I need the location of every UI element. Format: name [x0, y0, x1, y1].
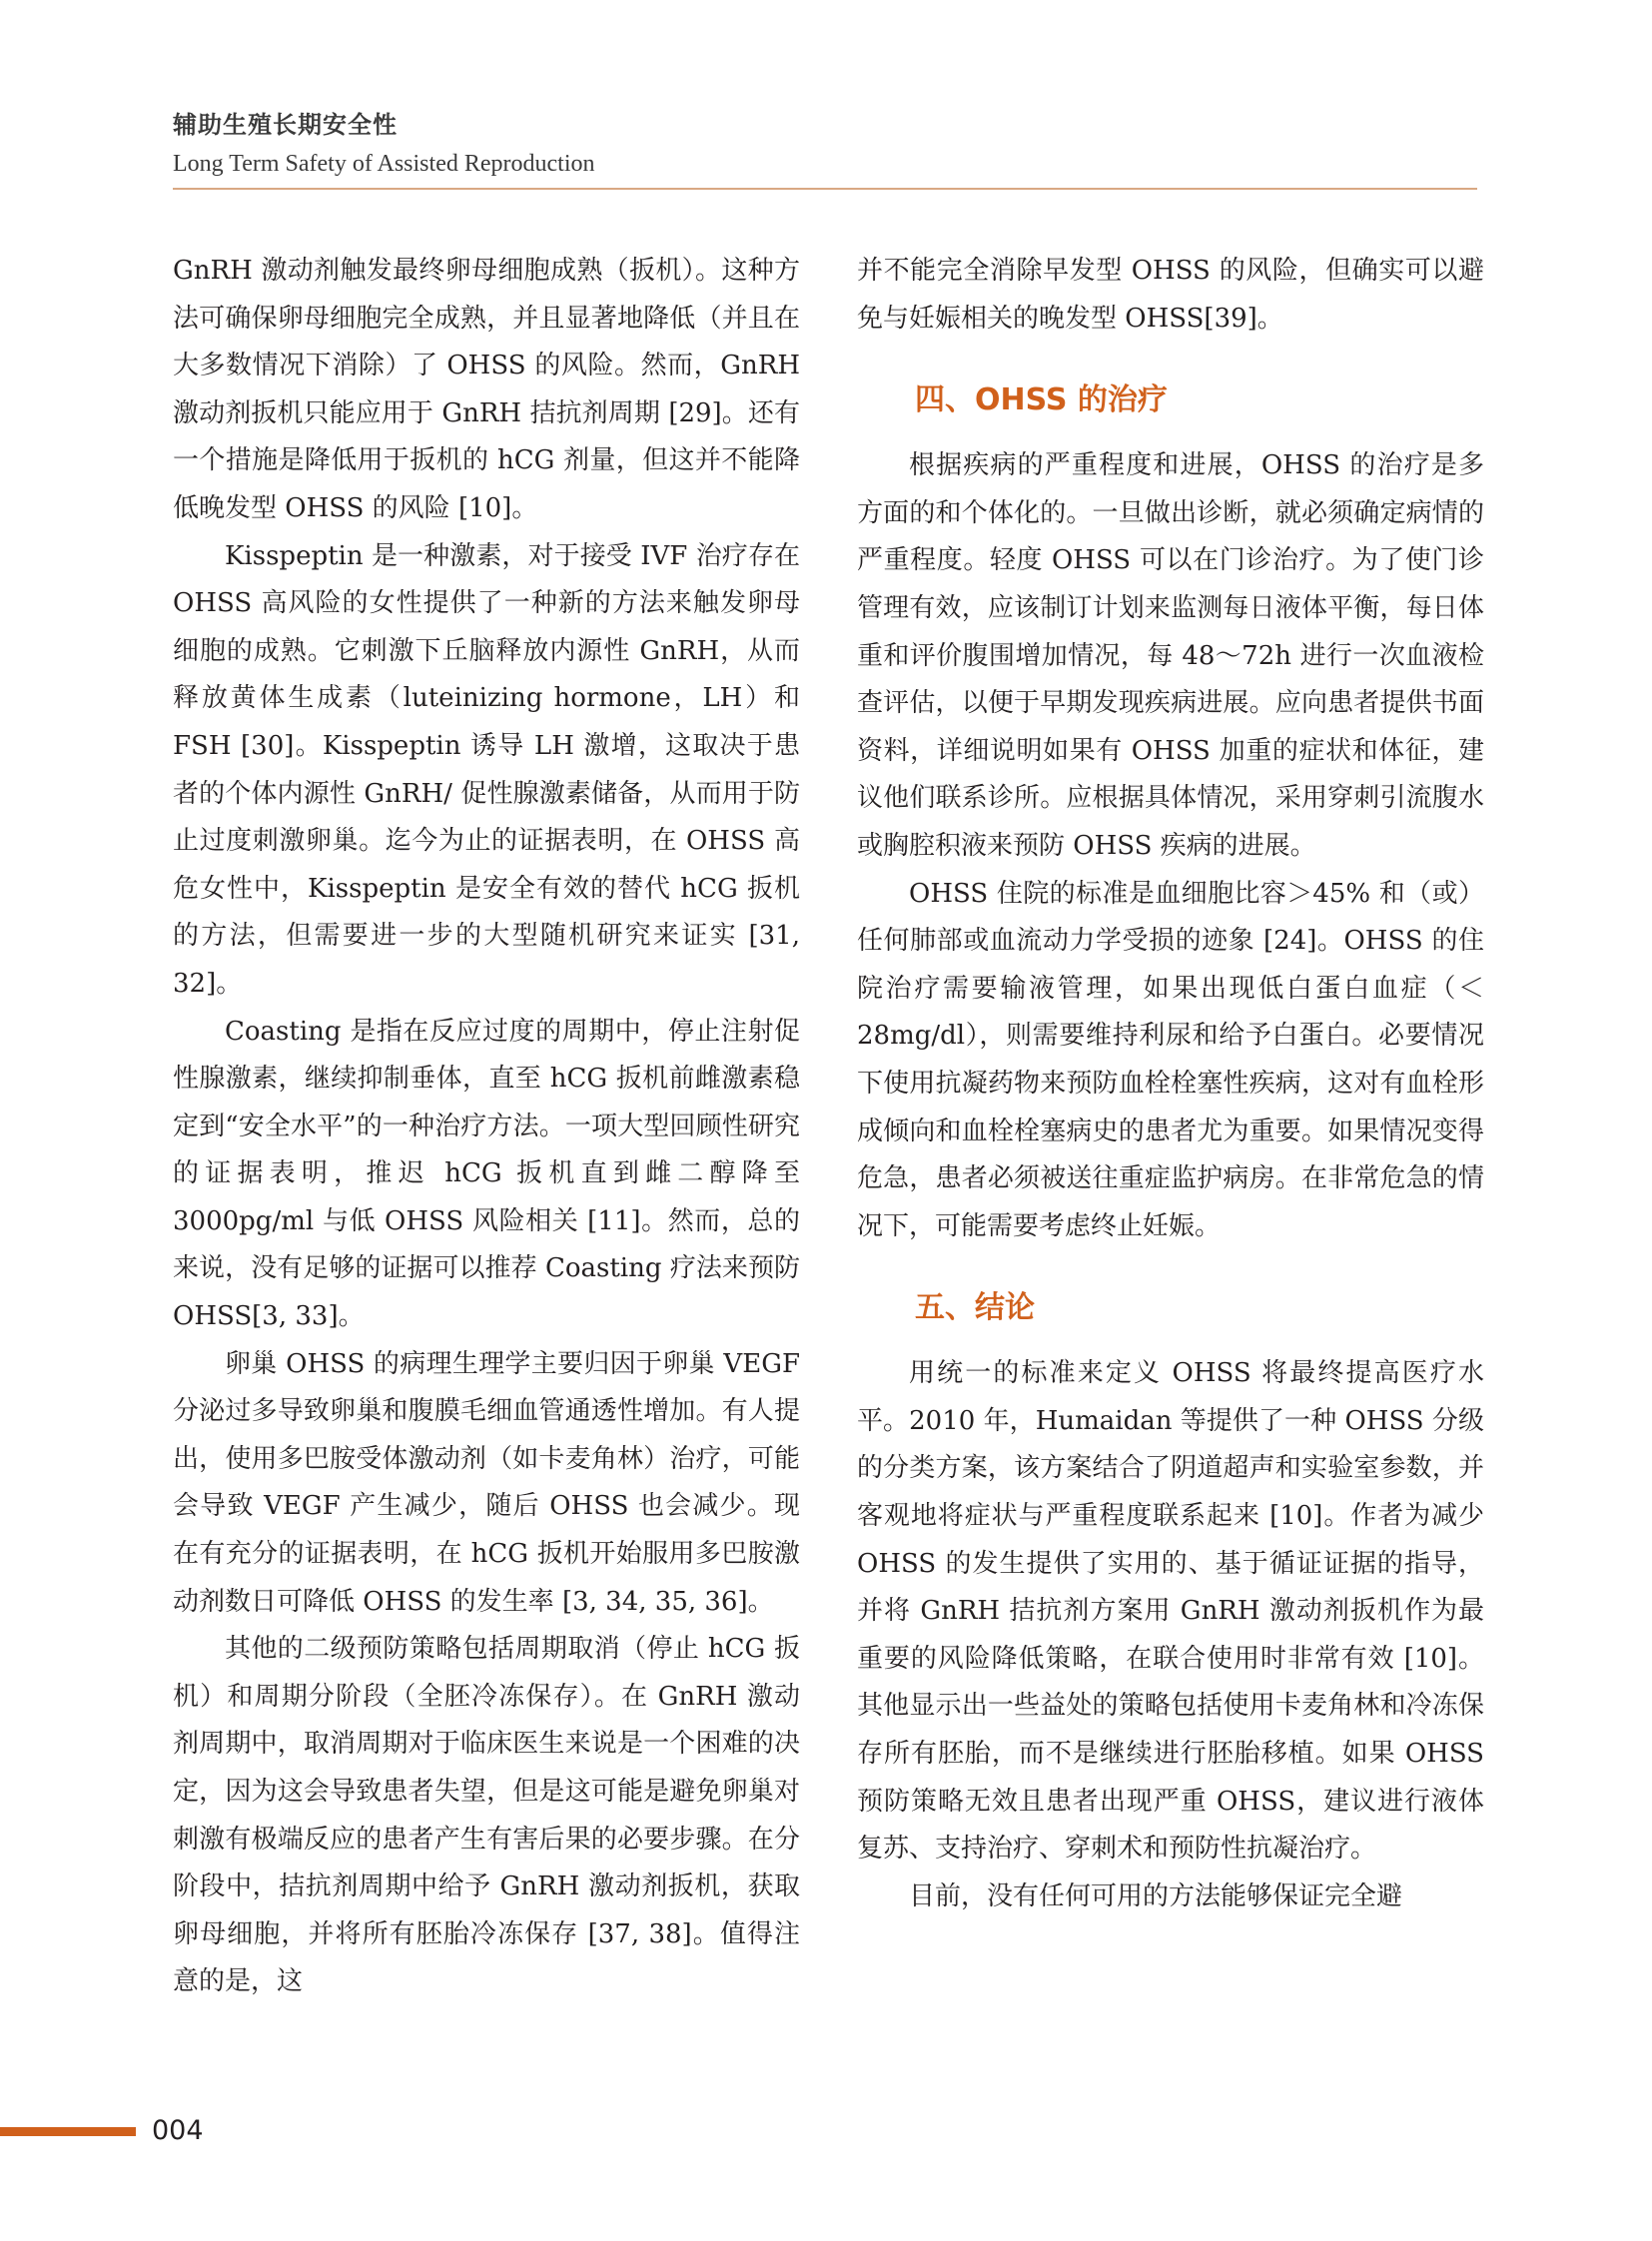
- header-title-cn: 辅助生殖长期安全性: [173, 111, 398, 139]
- paragraph: Kisspeptin 是一种激素，对于接受 IVF 治疗存在 OHSS 高风险的女性提供了一种新的方法来触发卵母细胞的成熟。它刺激下丘脑释放内源性 GnRH，从而释放黄体生成素（luteinizing hormone，LH）和 FSH [30]。Kisspeptin 诱导 LH 激增，这取决于患者的个体内源性 GnRH/ 促性腺激素储备，从而用于防止过度刺激卵巢。迄今为止的证据表明，在 OHSS 高危女性中，Kisspeptin 是安全有效的替代 hCG 扳机的方法，但需要进一步的大型随机研究来证实 [31, 32]。: [173, 540, 800, 999]
- right-column: [857, 248, 1484, 1920]
- paragraph: 用统一的标准来定义 OHSS 将最终提高医疗水平。2010 年，Humaidan 等提供了一种 OHSS 分级的分类方案，该方案结合了阴道超声和实验室参数，并客观地将症状与严重程度联系起来 [10]。作者为减少 OHSS 的发生提供了实用的、基于循证证据的指导，并将 GnRH 拮抗剂方案用 GnRH 激动剂扳机作为最重要的风险降低策略，在联合使用时非常有效 [10]。其他显示出一些益处的策略包括使用卡麦角林和冷冻保存所有胚胎，而不是继续进行胚胎移植。如果 OHSS 预防策略无效且患者出现严重 OHSS，建议进行液体复苏、支持治疗、穿刺术和预防性抗凝治疗。: [857, 1358, 1484, 1865]
- left-column: [173, 248, 800, 2006]
- paragraph: OHSS 住院的标准是血细胞比容＞45% 和（或）任何肺部或血流动力学受损的迹象 [24]。OHSS 的住院治疗需要输液管理，如果出现低白蛋白血症（＜28mg/dl），则需要维持利尿和给予白蛋白。必要情况下使用抗凝药物来预防血栓栓塞性疾病，这对有血栓形成倾向和血栓栓塞病史的患者尤为重要。如果情况变得危急，患者必须被送往重症监护病房。在非常危急的情况下，可能需要考虑终止妊娠。: [857, 878, 1484, 1241]
- paragraph: 目前，没有任何可用的方法能够保证完全避: [909, 1880, 1403, 1911]
- footer-accent-bar: [0, 2127, 136, 2136]
- section-heading-conclusion: 五、结论: [915, 1290, 1035, 1326]
- header-title-en: Long Term Safety of Assisted Reproduction: [173, 151, 595, 177]
- paragraph: 根据疾病的严重程度和进展，OHSS 的治疗是多方面的和个体化的。一旦做出诊断，就必须确定病情的严重程度。轻度 OHSS 可以在门诊治疗。为了使门诊管理有效，应该制订计划来监测每日液体平衡，每日体重和评价腹围增加情况，每 48～72h 进行一次血液检查评估，以便于早期发现疾病进展。应向患者提供书面资料，详细说明如果有 OHSS 加重的症状和体征，建议他们联系诊所。应根据具体情况，采用穿刺引流腹水或胸腔积液来预防 OHSS 疾病的进展。: [857, 450, 1484, 861]
- paragraph: 并不能完全消除早发型 OHSS 的风险，但确实可以避免与妊娠相关的晚发型 OHSS[39]。: [857, 256, 1484, 334]
- running-header: [173, 108, 1477, 180]
- paragraph: Coasting 是指在反应过度的周期中，停止注射促性腺激素，继续抑制垂体，直至 hCG 扳机前雌激素稳定到“安全水平”的一种治疗方法。一项大型回顾性研究的证据表明，推迟 hCG 扳机直到雌二醇降至 3000pg/ml 与低 OHSS 风险相关 [11]。然而，总的来说，没有足够的证据可以推荐 Coasting 疗法来预防 OHSS[3, 33]。: [173, 1016, 800, 1332]
- header-divider: [173, 188, 1477, 190]
- paragraph: GnRH 激动剂触发最终卵母细胞成熟（扳机）。这种方法可确保卵母细胞完全成熟，并且显著地降低（并且在大多数情况下消除）了 OHSS 的风险。然而，GnRH 激动剂扳机只能应用于 GnRH 拮抗剂周期 [29]。还有一个措施是降低用于扳机的 hCG 剂量，但这并不能降低晚发型 OHSS 的风险 [10]。: [173, 256, 800, 523]
- paragraph: 卵巢 OHSS 的病理生理学主要归因于卵巢 VEGF 分泌过多导致卵巢和腹膜毛细血管通透性增加。有人提出，使用多巴胺受体激动剂（如卡麦角林）治疗，可能会导致 VEGF 产生减少，随后 OHSS 也会减少。现在有充分的证据表明，在 hCG 扳机开始服用多巴胺激动剂数日可降低 OHSS 的发生率 [3, 34, 35, 36]。: [173, 1348, 800, 1617]
- section-heading-treatment: 四、OHSS 的治疗: [915, 382, 1168, 418]
- page-number: 004: [152, 2115, 204, 2146]
- paragraph: 其他的二级预防策略包括周期取消（停止 hCG 扳机）和周期分阶段（全胚冷冻保存）。在 GnRH 激动剂周期中，取消周期对于临床医生来说是一个困难的决定，因为这会导致患者失望，但是这可能是避免卵巢对刺激有极端反应的患者产生有害后果的必要步骤。在分阶段中，拮抗剂周期中给予 GnRH 激动剂扳机，获取卵母细胞，并将所有胚胎冷冻保存 [37, 38]。值得注意的是，这: [173, 1634, 800, 1997]
